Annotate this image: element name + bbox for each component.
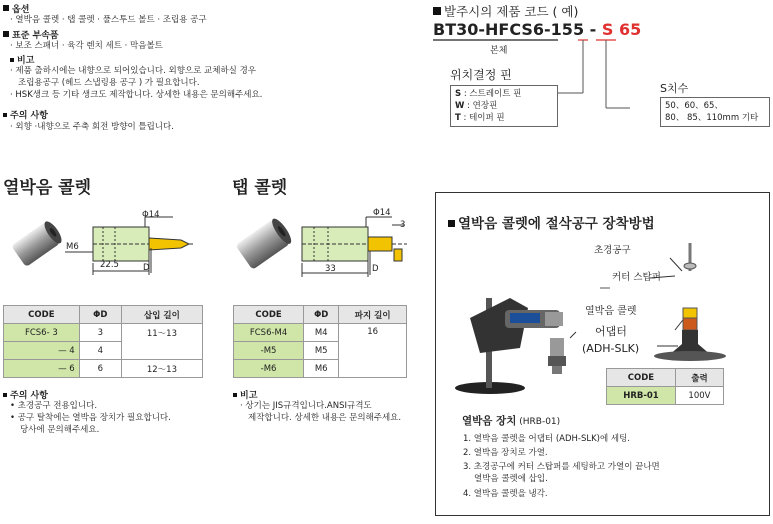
pos-pin-label: 위치결정 핀 — [450, 68, 512, 82]
step-2: 2. 열박음 장치로 가열. — [463, 448, 548, 458]
len-cell: 11～13 — [121, 324, 202, 360]
options-title: 옵션 — [12, 5, 30, 15]
order-code-heading — [433, 2, 578, 20]
code-dash: - — [584, 20, 602, 39]
code-main: BT30-HFCS6-155 — [433, 20, 585, 39]
caution-top-text: · 외향 ·내향으로 주축 회전 방향이 틀립니다. — [10, 122, 174, 132]
collet-photo — [11, 219, 64, 267]
shrink-dim-phi: Φ14 — [142, 210, 160, 220]
label-tool: 초경공구 — [594, 245, 631, 256]
step-3: 3. 초경공구에 커터 스탑퍼를 세팅하고 가열이 끝나면 — [463, 462, 660, 472]
tap-dim-phi: Φ14 — [373, 208, 391, 218]
shrink-note-1: • 초경공구 전용입니다. — [10, 401, 98, 411]
pin-key: T — [455, 113, 461, 123]
tap-note-2: 제작합니다. 상세한 내용은 문의해주세요. — [248, 413, 402, 423]
tap-collet-title: 탭 콜렛 — [232, 178, 288, 198]
note1-title: 비고 — [17, 56, 35, 66]
square-bullet-icon — [3, 5, 9, 11]
device-code: (HRB-01) — [516, 417, 561, 427]
shrink-dim-m: M6 — [66, 242, 79, 252]
accessories-text: · 보조 스패너 · 육각 렌치 세트 · 막음볼트 — [10, 41, 163, 51]
label-adapter: 어댑터 — [595, 325, 627, 338]
code-cell: — 4 — [4, 342, 80, 360]
code-num: 65 — [618, 20, 642, 39]
shrink-collet-title: 열박음 콜렛 — [3, 178, 92, 198]
note1-line-1: · 제품 출하시에는 내향으로 되어있습니다. 외향으로 교체하실 경우 — [10, 66, 257, 76]
table-row — [4, 360, 203, 378]
table-header: CODE — [4, 306, 80, 324]
table-row — [234, 324, 407, 342]
tap-dim-three: 3 — [400, 220, 406, 230]
label-collet: 열박음 콜렛 — [585, 306, 637, 317]
device-title — [462, 413, 560, 428]
d-cell: 4 — [79, 342, 121, 360]
square-bullet-icon — [3, 393, 7, 397]
d-cell: 6 — [79, 360, 121, 378]
square-bullet-icon — [3, 113, 7, 117]
caution-top-title: 주의 사항 — [10, 111, 48, 121]
d-cell: M5 — [304, 342, 339, 360]
d-cell: M4 — [304, 324, 339, 342]
body-label: 본체 — [490, 46, 508, 56]
device-title-text: 열박음 장치 — [462, 415, 517, 427]
step-1: 1. 열박음 콜렛을 어댑터 (ADH-SLK)에 세팅. — [463, 434, 631, 444]
step-4: 4. 열박음 콜렛을 냉각. — [463, 489, 548, 499]
collet-photo — [235, 216, 294, 270]
method-title: 열박음 콜렛에 절삭공구 장착방법 — [458, 216, 655, 232]
pin-text: : 스트레이트 핀 — [461, 89, 522, 99]
shrink-dim-len: 22.5 — [100, 260, 119, 270]
note1-line-2: 조립용공구 (헤드 스냅링용 공구 ) 가 필요합니다. — [18, 78, 200, 88]
table-row — [607, 387, 724, 405]
tap-note-title: 비고 — [240, 391, 258, 401]
len-cell: 12～13 — [121, 360, 202, 378]
order-code-title: 발주시의 제품 코드 ( 예) — [444, 4, 579, 19]
power-cell: 100V — [675, 387, 723, 405]
code-cell: — 6 — [4, 360, 80, 378]
table-header: 삽입 길이 — [121, 306, 202, 324]
method-heading — [448, 212, 655, 232]
shrink-dim-d: D — [143, 263, 150, 273]
shrink-note-title: 주의 사항 — [10, 391, 48, 401]
note1-line-3: · HSK생크 등 기타 생크도 제작합니다. 상세한 내용은 문의해주세요. — [10, 90, 263, 100]
pin-key: S — [455, 89, 462, 99]
table-header: ΦD — [79, 306, 121, 324]
device-spec-table — [606, 368, 724, 405]
shrink-note-2: • 공구 탈착에는 열박음 장치가 필요합니다. — [10, 413, 171, 423]
d-cell: M6 — [304, 360, 339, 378]
s-dim-label: S치수 — [660, 82, 689, 95]
pin-key: W — [455, 101, 465, 111]
step-3b: 열박음 콜렛에 삽입. — [474, 474, 548, 484]
code-cell: -M6 — [234, 360, 304, 378]
table-header: CODE — [607, 369, 676, 387]
square-bullet-icon — [233, 393, 237, 397]
table-header: 출력 — [675, 369, 723, 387]
tap-dim-len: 33 — [325, 264, 336, 274]
pin-row-w — [455, 100, 553, 112]
square-bullet-icon — [10, 58, 14, 62]
code-cell: -M5 — [234, 342, 304, 360]
options-text: · 열박음 콜렛 · 탭 콜렛 · 풀스투드 볼트 · 조립용 공구 — [10, 15, 207, 25]
label-stopper: 커터 스탑퍼 — [612, 272, 661, 283]
pin-type-box — [450, 85, 558, 127]
tap-note-1: · 상기는 JIS규격입니다.ANSI규격도 — [240, 401, 372, 411]
code-cell: HRB-01 — [607, 387, 676, 405]
table-header: 파지 길이 — [339, 306, 407, 324]
square-bullet-icon — [448, 220, 455, 227]
pin-row-s — [455, 88, 553, 100]
shrink-note-3: 당사에 문의해주세요. — [20, 425, 100, 435]
s-dim-box — [660, 97, 770, 127]
tap-collet-table — [233, 305, 407, 378]
code-cell: FCS6-M4 — [234, 324, 304, 342]
shrink-collet-table — [3, 305, 203, 378]
pin-row-t — [455, 112, 553, 124]
d-cell: 3 — [79, 324, 121, 342]
square-bullet-icon — [433, 7, 441, 15]
s-dim-line: 50、60、65、 — [665, 101, 723, 111]
grip-cell: 16 — [339, 324, 407, 378]
shrink-collet-drawing — [5, 205, 200, 285]
pin-text: : 연장핀 — [464, 101, 498, 111]
label-adapter-code: (ADH-SLK) — [582, 342, 640, 355]
code-s: S — [601, 20, 614, 39]
order-code-example — [433, 20, 641, 39]
accessories-title: 표준 부속품 — [12, 31, 59, 41]
table-header: CODE — [234, 306, 304, 324]
tap-dim-d: D — [372, 264, 379, 274]
table-row — [4, 324, 203, 342]
caution-top-heading — [3, 108, 48, 121]
code-cell: FCS6- 3 — [4, 324, 80, 342]
s-dim-line: 80、 85、110mm 기타 — [665, 113, 759, 123]
table-header: ΦD — [304, 306, 339, 324]
square-bullet-icon — [3, 31, 9, 37]
pin-text: : 테이퍼 핀 — [460, 113, 505, 123]
